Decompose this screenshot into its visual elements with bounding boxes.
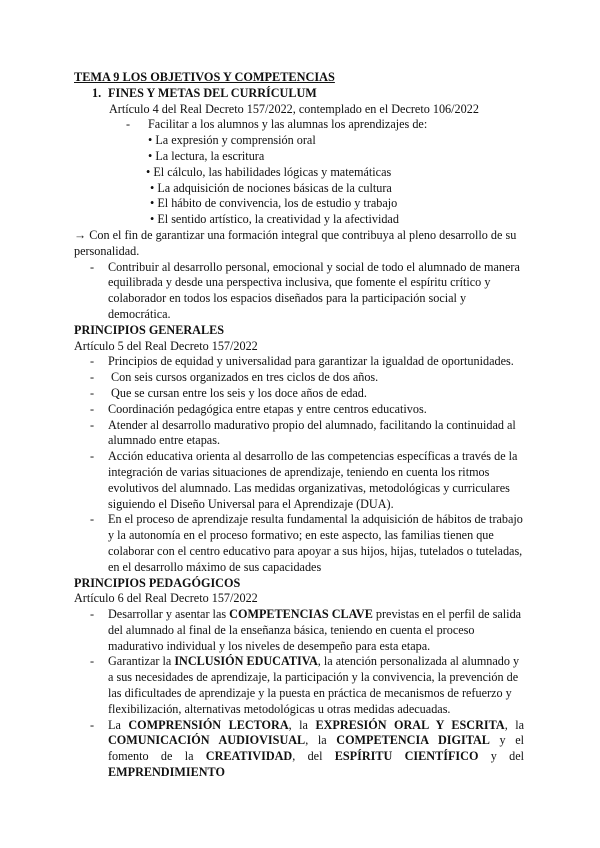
- text-run: Desarrollar y asentar las: [108, 607, 230, 622]
- list-item: [74, 607, 524, 654]
- dash-marker: -: [126, 117, 131, 132]
- dash-marker: -: [90, 449, 95, 464]
- text-run: , la: [288, 717, 316, 732]
- text-run: previstas en el perfil de salida del alumnado al final de la enseñanza básica, teniendo en cuenta el proceso madurativo individual y los niveles de desempeño para esta etapa.: [108, 607, 522, 653]
- text-run: , la: [504, 717, 525, 732]
- text-run: , la: [305, 733, 337, 748]
- list-item: [74, 260, 524, 323]
- bullet-item: • La lectura, la escritura: [148, 148, 265, 163]
- bold-term: COMUNICACIÓN AUDIOVISUAL: [108, 733, 306, 748]
- section3-ref: Artículo 6 del Real Decreto 157/2022: [74, 591, 258, 606]
- bold-term: INCLUSIÓN EDUCATIVA: [174, 654, 318, 669]
- section3-list: [74, 607, 524, 781]
- section1-ref: Artículo 4 del Real Decreto 157/2022, contemplado en el Decreto 106/2022: [109, 101, 479, 116]
- bold-term: COMPETENCIA DIGITAL: [336, 733, 490, 748]
- dash-marker: -: [90, 385, 95, 400]
- list-item-text: En el proceso de aprendizaje resulta fundamental la adquisición de hábitos de trabajo y la autonomía en el proceso formativo; en este aspecto, las familias tienen que colaborar con el centro educativo para apoyar a sus hijos, hijas, tutelados o tuteladas, en el desarrollo máximo de sus capacidades: [108, 512, 523, 574]
- list-item-text: Atender al desarrollo madurativo propio del alumnado, facilitando la continuidad al alumnado entre etapas.: [108, 417, 516, 448]
- list-item: [74, 386, 524, 402]
- dash-marker: -: [90, 717, 95, 732]
- list-item-text: Que se cursan entre los seis y los doce años de edad.: [108, 385, 367, 400]
- bold-term: EXPRESIÓN ORAL Y ESCRITA: [315, 717, 505, 732]
- bold-term: CREATIVIDAD: [205, 749, 293, 764]
- text-run: , del: [292, 749, 335, 764]
- bold-term: EMPRENDIMIENTO: [108, 765, 225, 780]
- list-item-text: Con seis cursos organizados en tres ciclos de dos años.: [108, 370, 379, 385]
- section1-intro-text: Facilitar a los alumnos y las alumnas los aprendizajes de:: [148, 117, 428, 132]
- section2-heading: PRINCIPIOS GENERALES: [74, 322, 225, 337]
- bold-term: COMPRENSIÓN LECTORA: [128, 717, 289, 732]
- section1-heading: [92, 86, 524, 102]
- list-item: [74, 402, 524, 418]
- bullet-item: • El hábito de convivencia, los de estudio y trabajo: [150, 196, 398, 211]
- text-run: y el fomento de la: [108, 733, 525, 764]
- list-item-text: Principios de equidad y universalidad para garantizar la igualdad de oportunidades.: [108, 354, 514, 369]
- list-item: [74, 354, 524, 370]
- document-page: [74, 70, 524, 781]
- dash-marker: -: [90, 401, 95, 416]
- section3-heading: PRINCIPIOS PEDAGÓGICOS: [74, 575, 241, 590]
- list-item: [74, 512, 524, 575]
- section1-heading-text: FINES Y METAS DEL CURRÍCULUM: [108, 85, 317, 100]
- text-run: La: [108, 717, 129, 732]
- list-item-text: Coordinación pedagógica entre etapas y entre centros educativos.: [108, 401, 427, 416]
- section1-arrow-note: → Con el fin de garantizar una formación integral que contribuya al pleno desarrollo de su personalidad.: [74, 227, 517, 258]
- list-item: [74, 654, 524, 717]
- dash-marker: -: [90, 417, 95, 432]
- bullet-item: • La adquisición de nociones básicas de la cultura: [150, 180, 392, 195]
- bullet-item: • El cálculo, las habilidades lógicas y matemáticas: [146, 164, 392, 179]
- document-title: TEMA 9 LOS OBJETIVOS Y COMPETENCIAS: [74, 70, 335, 84]
- section1-list: [74, 260, 524, 323]
- bold-term: ESPÍRITU CIENTÍFICO: [334, 749, 479, 764]
- dash-marker: -: [90, 370, 95, 385]
- text-run: y del: [478, 749, 524, 764]
- list-item-text: Acción educativa orienta al desarrollo de las competencias específicas a través de la integración de varias situaciones de aprendizaje, teniendo en cuenta los ritmos evolutivos del alumnado. Las medidas organizativas, metodológicas y curriculares siguiendo el Diseño Universal para el Aprendizaje (DUA).: [108, 449, 518, 511]
- dash-marker: -: [90, 259, 95, 274]
- section2-list: [74, 354, 524, 575]
- section1-number: 1.: [92, 85, 102, 100]
- text-run: Garantizar la: [108, 654, 175, 669]
- list-item: [74, 718, 524, 781]
- dash-marker: -: [90, 607, 95, 622]
- list-item-text: Contribuir al desarrollo personal, emocional y social de todo el alumnado de manera equilibrada y desde una perspectiva inclusiva, que fomente el espíritu crítico y colaborador en todos los espacios diseñados para la participación social y democrática.: [108, 259, 520, 321]
- list-item: [74, 370, 524, 386]
- dash-marker: -: [90, 512, 95, 527]
- dash-marker: -: [90, 654, 95, 669]
- text-run: , la atención personalizada al alumnado y a sus necesidades de aprendizaje, la participación y la convivencia, la prevención de las dificultades de aprendizaje y la puesta en práctica de mecanismos de refuerzo y flexibilización, alternativas metodológicas u otras medidas adecuadas.: [108, 654, 520, 716]
- list-item: [74, 449, 524, 512]
- bullet-item: • El sentido artístico, la creatividad y la afectividad: [150, 212, 399, 227]
- bullet-item: • La expresión y comprensión oral: [148, 133, 316, 148]
- dash-marker: -: [90, 354, 95, 369]
- list-item-text: [108, 718, 524, 781]
- section1-intro: [126, 117, 524, 133]
- bold-term: COMPETENCIAS CLAVE: [229, 607, 373, 622]
- list-item-text: [108, 654, 524, 717]
- list-item: [74, 418, 524, 450]
- list-item-text: [108, 607, 524, 654]
- section2-ref: Artículo 5 del Real Decreto 157/2022: [74, 338, 258, 353]
